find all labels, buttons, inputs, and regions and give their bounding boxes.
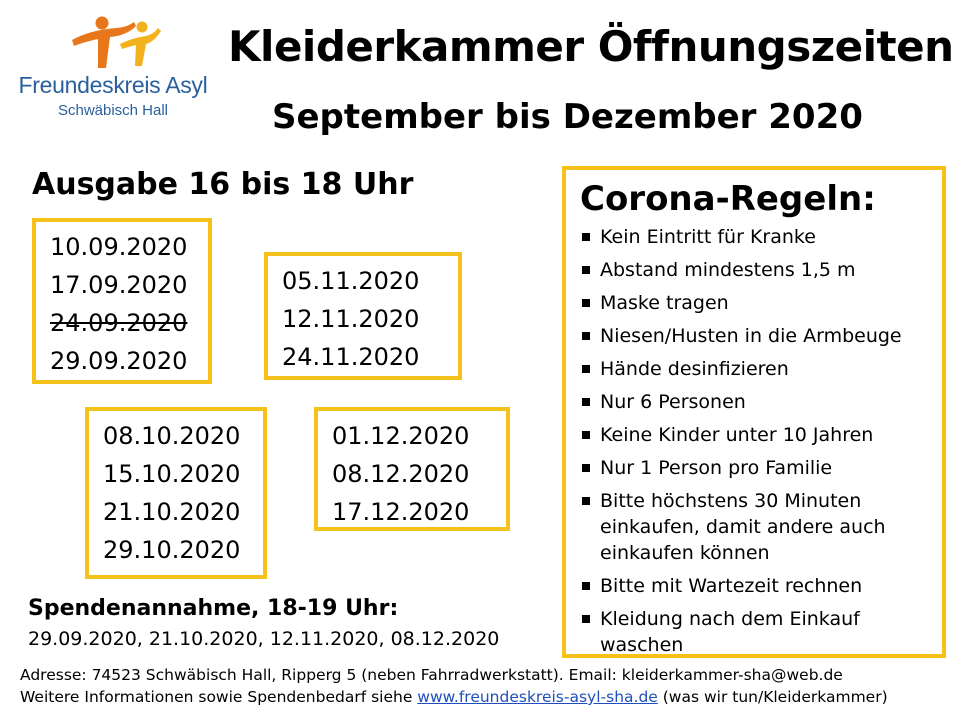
rule-item [580, 455, 932, 481]
ausgabe-heading: Ausgabe 16 bis 18 Uhr [32, 167, 414, 202]
rule-item [580, 573, 932, 599]
rule-text: Keine Kinder unter 10 Jahren [600, 424, 874, 446]
square-bullet-icon [582, 266, 590, 274]
corona-rules-list [580, 224, 932, 658]
rule-text: Kein Eintritt für Kranke [600, 226, 816, 248]
people-logo-icon [66, 14, 162, 72]
rule-item [580, 224, 932, 250]
rule-item [580, 606, 932, 658]
square-bullet-icon [582, 332, 590, 340]
page-subtitle: September bis Dezember 2020 [272, 97, 863, 137]
square-bullet-icon [582, 299, 590, 307]
corona-rules-box [562, 166, 946, 658]
rule-item [580, 257, 932, 283]
date-box-october [85, 407, 267, 579]
logo-city: Schwäbisch Hall [57, 102, 169, 119]
logo [8, 14, 218, 124]
date-box-november [264, 252, 462, 380]
rule-item [580, 389, 932, 415]
corona-title: Corona-Regeln: [580, 179, 876, 219]
footer-info-prefix: Weitere Informationen sowie Spendenbedarf siehe [20, 688, 418, 706]
date-item: 17.12.2020 [332, 498, 470, 526]
square-bullet-icon [582, 398, 590, 406]
spenden-dates: 29.09.2020, 21.10.2020, 12.11.2020, 08.12.2020 [28, 628, 500, 650]
logo-name: Freundeskreis Asyl [18, 72, 208, 98]
spenden-heading: Spendenannahme, 18-19 Uhr: [28, 596, 399, 621]
square-bullet-icon [582, 615, 590, 623]
square-bullet-icon [582, 464, 590, 472]
page-title: Kleiderkammer Öffnungszeiten [228, 22, 954, 71]
rule-text: Nur 1 Person pro Familie [600, 457, 833, 479]
date-item: 29.10.2020 [103, 536, 241, 564]
date-item: 01.12.2020 [332, 422, 470, 450]
date-item: 08.10.2020 [103, 422, 241, 450]
rule-item [580, 356, 932, 382]
rule-item [580, 290, 932, 316]
rule-item [580, 323, 932, 349]
date-item: 05.11.2020 [282, 267, 420, 295]
date-item: 15.10.2020 [103, 460, 241, 488]
rule-text: Maske tragen [600, 292, 729, 314]
date-item-cancelled: 24.09.2020 [50, 309, 188, 337]
rule-text: Bitte mit Wartezeit rechnen [600, 575, 863, 597]
date-item: 12.11.2020 [282, 305, 420, 333]
date-box-december [314, 407, 510, 531]
footer-info [20, 688, 888, 706]
square-bullet-icon [582, 365, 590, 373]
date-item: 17.09.2020 [50, 271, 188, 299]
square-bullet-icon [582, 582, 590, 590]
date-item: 10.09.2020 [50, 233, 188, 261]
square-bullet-icon [582, 233, 590, 241]
date-box-september [32, 218, 212, 384]
rule-item [580, 422, 932, 448]
footer-address: Adresse: 74523 Schwäbisch Hall, Ripperg 5 (neben Fahrradwerkstatt). Email: kleiderkammer-sha@web.de [20, 666, 843, 684]
rule-item [580, 488, 932, 566]
date-item: 29.09.2020 [50, 347, 188, 375]
rule-text: Hände desinfizieren [600, 358, 789, 380]
rule-text: Bitte höchstens 30 Minuten einkaufen, damit andere auch einkaufen können [600, 490, 886, 564]
rule-text: Abstand mindestens 1,5 m [600, 259, 856, 281]
square-bullet-icon [582, 431, 590, 439]
date-item: 24.11.2020 [282, 343, 420, 371]
footer-info-suffix: (was wir tun/Kleiderkammer) [657, 688, 888, 706]
rule-text: Niesen/Husten in die Armbeuge [600, 325, 902, 347]
rule-text: Nur 6 Personen [600, 391, 746, 413]
square-bullet-icon [582, 497, 590, 505]
date-item: 21.10.2020 [103, 498, 241, 526]
website-link[interactable]: www.freundeskreis-asyl-sha.de [417, 688, 658, 706]
date-item: 08.12.2020 [332, 460, 470, 488]
rule-text: Kleidung nach dem Einkauf waschen [600, 608, 860, 656]
